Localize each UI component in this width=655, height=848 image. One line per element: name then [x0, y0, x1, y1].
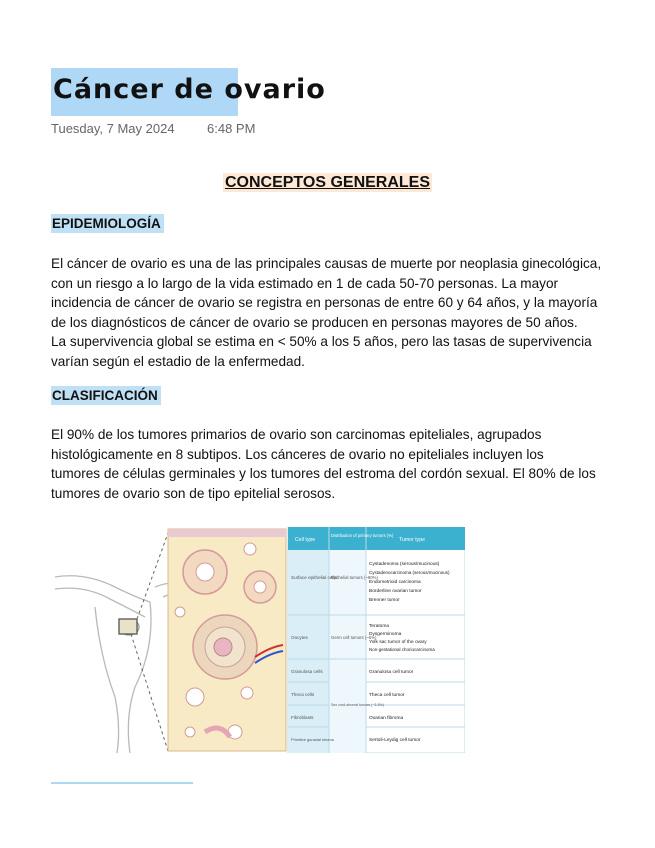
- cell-type-label: Primitive gonadal stroma: [291, 737, 334, 742]
- cell-type-label: Theca cells: [291, 692, 315, 697]
- ovarian-tumor-figure: [55, 527, 465, 753]
- paragraph-line: histológicamente en 8 subtipos. Los cánceres de ovario no epiteliales incluyen los: [51, 446, 544, 462]
- paragraph-line: El cáncer de ovario es una de las principales causas de muerte por neoplasia ginecológica,: [51, 256, 602, 271]
- tumor-classification-table: [288, 527, 465, 753]
- tumor-type-item: Granulosa cell tumor: [369, 670, 414, 675]
- paragraph-line: tumores de células germinales y los tumores del estroma del cordón sexual. El 80% de los: [51, 466, 596, 481]
- cell-type-label: Surface epithelial cells: [291, 575, 337, 580]
- bottom-divider: [51, 782, 193, 784]
- tumor-type-item: Endometrioid carcinoma: [369, 580, 421, 585]
- paragraph-line: con un riesgo a lo largo de la vida estimado en 1 de cada 50-70 personas. La mayor: [51, 275, 559, 291]
- distribution-label: Sex cord-stromal tumors (~3-5%): [331, 703, 385, 707]
- paragraph-line: La supervivencia global se estima en < 50% a los 5 años, pero las tasas de supervivencia: [51, 334, 592, 349]
- table-header-cell-type: Cell type: [295, 537, 316, 543]
- section-heading-epidemiologia: EPIDEMIOLOGÍA: [51, 214, 164, 233]
- distribution-label: Epithelial tumors (~90%): [331, 575, 378, 580]
- paragraph-line: El 90% de los tumores primarios de ovario son carcinomas epiteliales, agrupados: [51, 427, 542, 442]
- paragraph-line: incidencia de cáncer de ovario se registra en personas de entre 60 y 64 años, y la mayoría: [51, 295, 598, 310]
- tumor-type-item: Teratoma: [369, 624, 389, 629]
- ovary-tissue-illustration: [168, 529, 286, 751]
- tumor-type-item: Brenner tumor: [369, 598, 400, 603]
- paragraph-line: varían según el estadio de la enfermedad.: [51, 353, 305, 369]
- tumor-type-item: Non-gestational choriocarcinoma: [369, 647, 435, 652]
- table-header-distribution: Distribution of primary tumors (%): [331, 533, 394, 538]
- tumor-type-item: Dysgerminoma: [369, 632, 402, 637]
- section-paragraph-clasificacion: [51, 425, 631, 503]
- tumor-type-item: Sertoli-Leydig cell tumor: [369, 738, 421, 743]
- cell-type-label: Granulosa cells: [291, 669, 323, 674]
- tumor-type-item: Ovarian fibroma: [369, 716, 404, 721]
- page-title: Cáncer de ovario: [53, 74, 326, 105]
- tumor-type-item: Cystadenocarcinoma (serous/mucinous): [369, 570, 450, 575]
- distribution-label: Germ cell tumors (~5%): [331, 635, 377, 640]
- tumor-type-item: Yolk sac tumor of the ovary: [369, 640, 427, 645]
- table-header-tumor-type: Tumor type: [399, 537, 426, 543]
- section-heading-clasificacion: CLASIFICACIÓN: [51, 386, 161, 405]
- section-paragraph-epidemiologia: [51, 254, 631, 371]
- main-heading: [0, 174, 655, 192]
- main-heading-text: CONCEPTOS GENERALES: [224, 174, 431, 191]
- paragraph-line: de los diagnósticos de cáncer de ovario se producen en personas mayores de 50 años.: [51, 314, 578, 330]
- note-date: Tuesday, 7 May 2024: [51, 121, 175, 136]
- tumor-type-item: Theca cell tumor: [369, 693, 405, 698]
- note-time: 6:48 PM: [207, 121, 256, 136]
- tumor-type-item: Borderline ovarian tumor: [369, 589, 422, 594]
- paragraph-line: tumores de ovario son de tipo epitelial serosos.: [51, 485, 336, 501]
- cell-type-label: Fibroblasts: [291, 715, 314, 720]
- tumor-type-item: Cystadenoma (serous/mucinous): [369, 562, 440, 567]
- cell-type-label: Oocytes: [291, 635, 308, 640]
